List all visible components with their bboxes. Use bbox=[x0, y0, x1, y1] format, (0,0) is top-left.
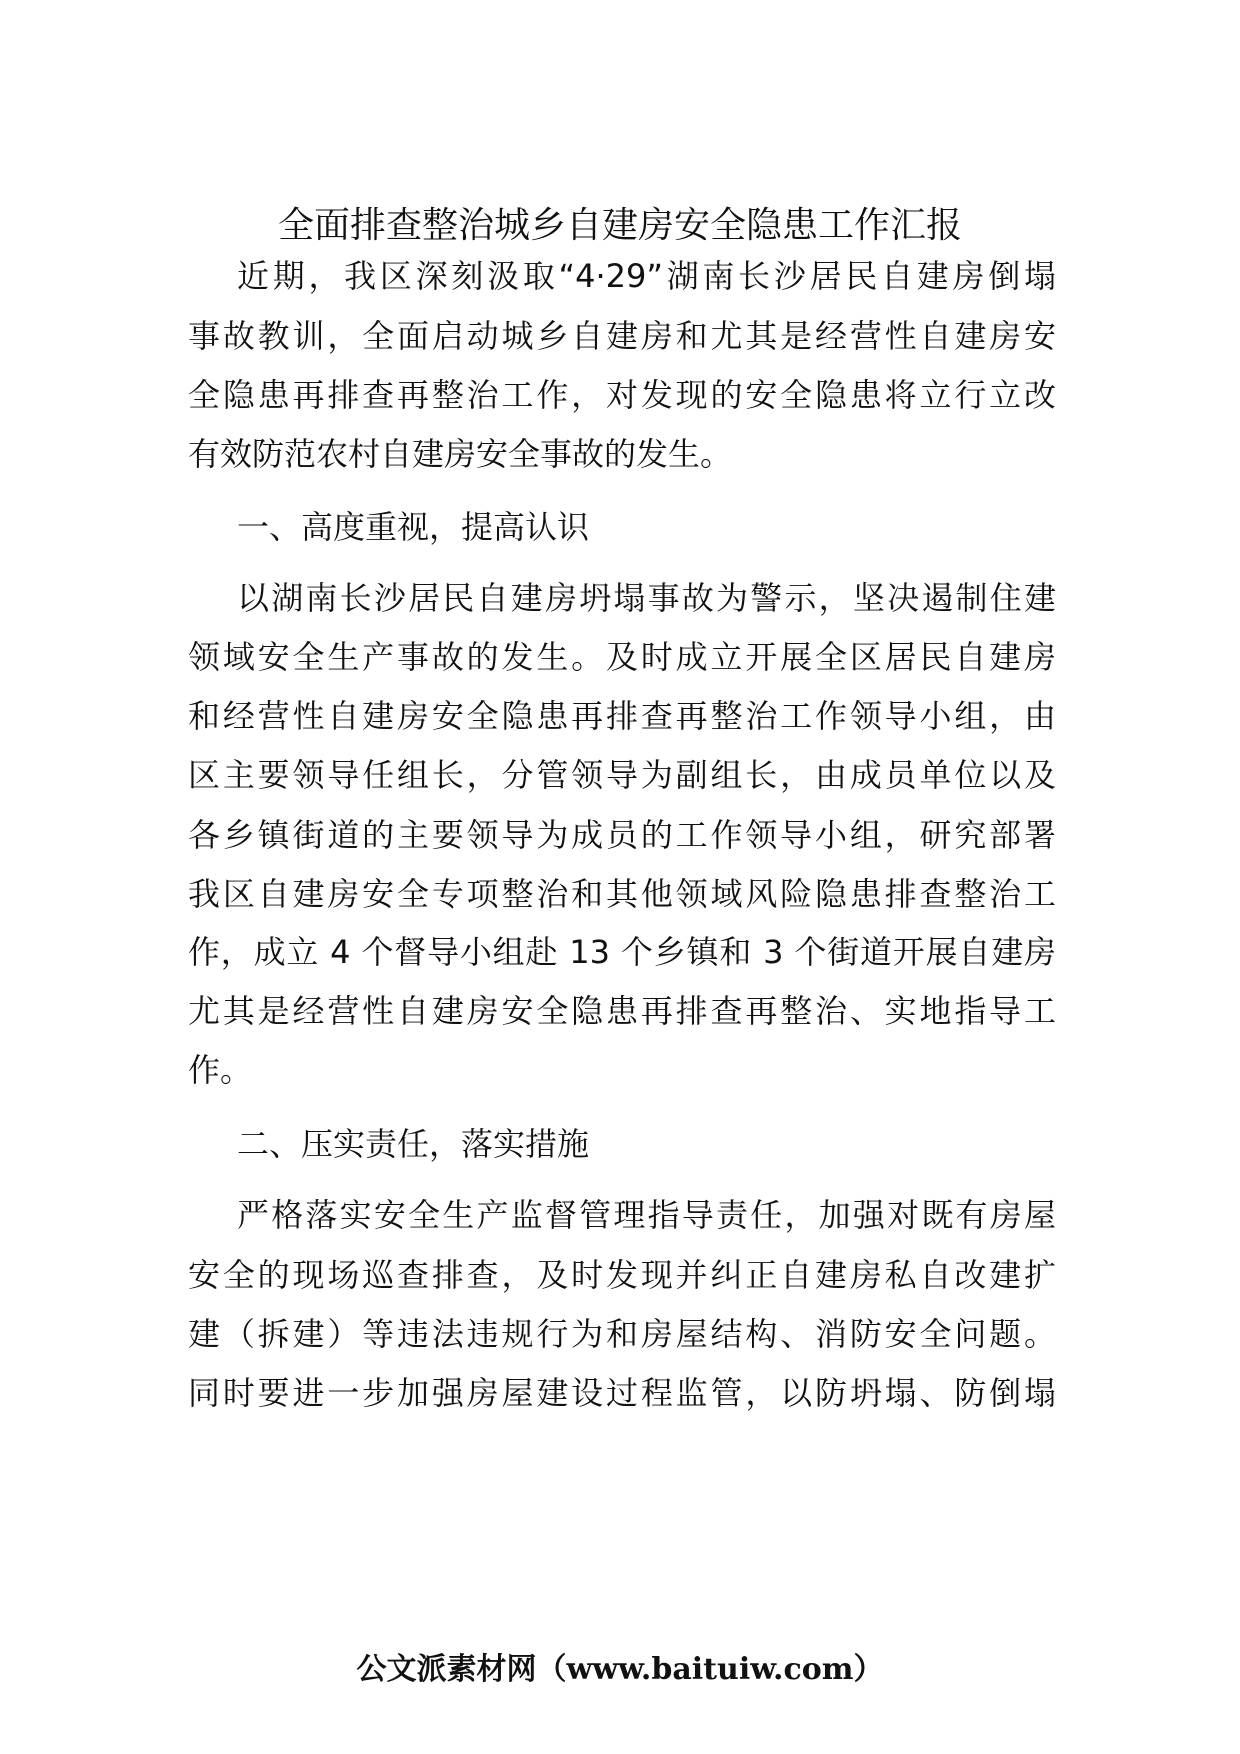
footer-watermark: 公文派素材网（www.baituiw.com） bbox=[356, 1652, 884, 1687]
paragraph-1-line-3: 全隐患再排查再整治工作，对发现的安全隐患将立行立改 bbox=[188, 376, 1056, 414]
section-heading-1: 一、高度重视，提高认识 bbox=[237, 508, 590, 546]
paragraph-2-line-2: 领域安全生产事故的发生。及时成立开展全区居民自建房 bbox=[188, 638, 1056, 676]
section-heading-2: 二、压实责任，落实措施 bbox=[237, 1125, 590, 1163]
paragraph-3-line-4: 同时要进一步加强房屋建设过程监管，以防坍塌、防倒塌 bbox=[188, 1374, 1056, 1412]
paragraph-3-line-2: 安全的现场巡查排查，及时发现并纠正自建房私自改建扩 bbox=[188, 1256, 1056, 1294]
paragraph-2-line-8: 尤其是经营性自建房安全隐患再排查再整治、实地指导工 bbox=[188, 992, 1056, 1030]
paragraph-3-line-1: 严格落实安全生产监督管理指导责任，加强对既有房屋 bbox=[237, 1196, 1056, 1234]
paragraph-2-line-5: 各乡镇街道的主要领导为成员的工作领导小组，研究部署 bbox=[188, 816, 1056, 854]
paragraph-2-line-9: 作。 bbox=[188, 1051, 253, 1089]
paragraph-1-line-2: 事故教训，全面启动城乡自建房和尤其是经营性自建房安 bbox=[188, 317, 1056, 355]
paragraph-1-line-1: 近期，我区深刻汲取“4·29”湖南长沙居民自建房倒塌 bbox=[237, 257, 1056, 295]
paragraph-2-line-1: 以湖南长沙居民自建房坍塌事故为警示，坚决遏制住建 bbox=[237, 579, 1056, 617]
paragraph-2-line-4: 区主要领导任组长，分管领导为副组长，由成员单位以及 bbox=[188, 756, 1056, 794]
paragraph-2-line-6: 我区自建房安全专项整治和其他领域风险隐患排查整治工 bbox=[188, 875, 1056, 913]
paragraph-2-line-3: 和经营性自建房安全隐患再排查再整治工作领导小组，由 bbox=[188, 697, 1056, 735]
document-title: 全面排查整治城乡自建房安全隐患工作汇报 bbox=[277, 205, 962, 246]
paragraph-3-line-3: 建（拆建）等违法违规行为和房屋结构、消防安全问题。 bbox=[188, 1315, 1056, 1353]
paragraph-1-line-4: 有效防范农村自建房安全事故的发生。 bbox=[188, 435, 733, 473]
paragraph-2-line-7: 作，成立 4 个督导小组赴 13 个乡镇和 3 个街道开展自建房 bbox=[188, 933, 1056, 971]
